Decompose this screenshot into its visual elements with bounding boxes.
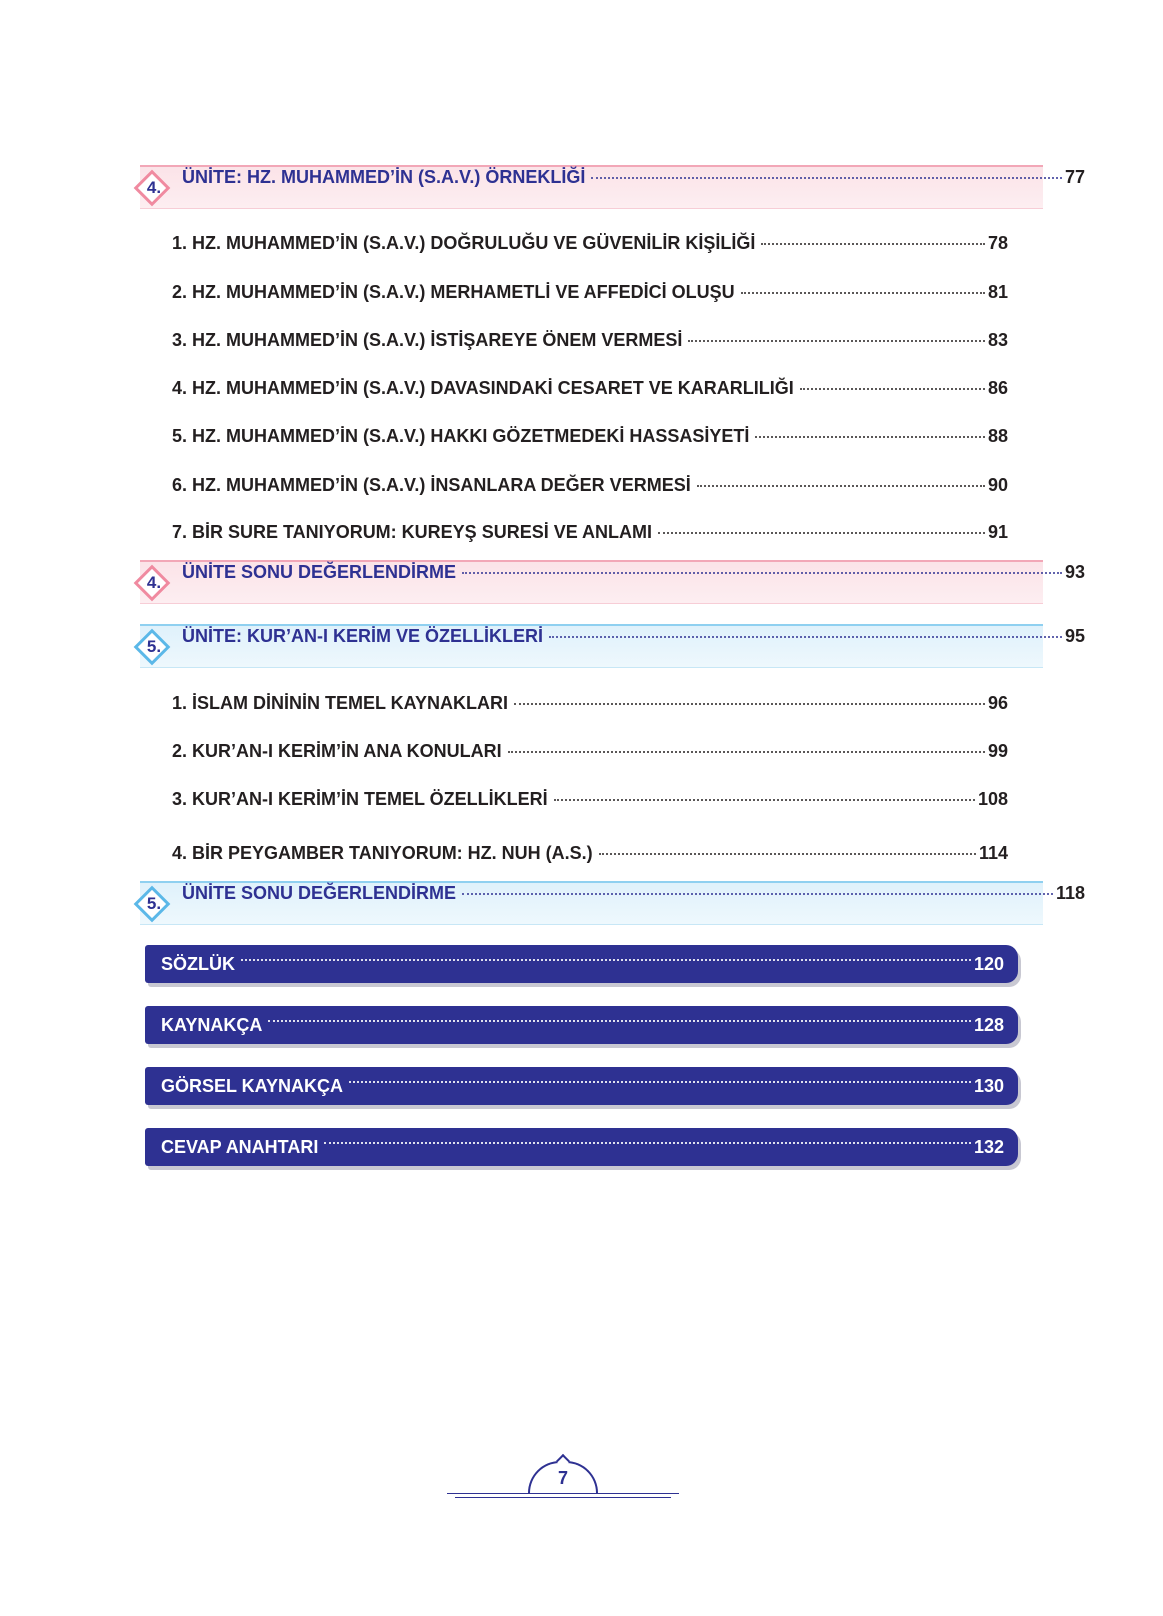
appendix-bibliography[interactable] — [145, 1006, 1018, 1044]
appendix-answer-key[interactable] — [145, 1128, 1018, 1166]
dot-leader — [514, 703, 985, 705]
toc-entry[interactable] — [172, 522, 1008, 543]
unit-title-row — [182, 562, 1085, 603]
unit-4-assessment[interactable] — [140, 560, 1085, 604]
dot-leader — [268, 1020, 971, 1022]
dot-leader — [554, 799, 975, 801]
page-number: 132 — [973, 1136, 1004, 1157]
page-number: 77 — [1064, 167, 1085, 187]
page-number: 128 — [973, 1014, 1004, 1035]
unit-5-assessment[interactable] — [140, 881, 1085, 925]
dot-leader — [658, 532, 985, 534]
appendix-glossary[interactable] — [145, 945, 1018, 983]
unit-number: 4. — [146, 572, 162, 592]
dot-leader — [462, 572, 1062, 574]
unit-number-badge — [134, 170, 170, 206]
dot-leader — [697, 485, 985, 487]
unit-number-badge — [134, 565, 170, 601]
unit-title-row — [182, 626, 1085, 667]
page-number: 91 — [987, 522, 1008, 542]
appendix-title: SÖZLÜK — [161, 953, 235, 974]
dot-leader — [761, 243, 985, 245]
page-number: 90 — [987, 475, 1008, 495]
entry-title: 1. HZ. MUHAMMED’İN (S.A.V.) DOĞRULUĞU VE GÜVENİLİR KİŞİLİĞİ — [172, 233, 756, 253]
entry-title: 4. HZ. MUHAMMED’İN (S.A.V.) DAVASINDAKİ CESARET VE KARARLILIĞI — [172, 378, 794, 398]
dot-leader — [349, 1081, 971, 1083]
dot-leader — [741, 292, 985, 294]
unit-4-header[interactable] — [140, 165, 1085, 209]
toc-entry[interactable] — [172, 475, 1008, 496]
page-number: 96 — [987, 693, 1008, 713]
toc-entry[interactable] — [172, 693, 1008, 714]
page-number: 118 — [1055, 883, 1085, 903]
appendix-visual-bibliography[interactable] — [145, 1067, 1018, 1105]
entry-title: 2. HZ. MUHAMMED’İN (S.A.V.) MERHAMETLİ VE AFFEDİCİ OLUŞU — [172, 282, 735, 302]
toc-entry[interactable] — [172, 233, 1008, 254]
entry-title: 7. BİR SURE TANIYORUM: KUREYŞ SURESİ VE ANLAMI — [172, 522, 653, 542]
toc-entry[interactable] — [172, 378, 1008, 399]
unit-title-row — [182, 167, 1085, 208]
unit-title: ÜNİTE SONU DEĞERLENDİRME — [182, 883, 457, 903]
page-number: 86 — [987, 378, 1008, 398]
page-number: 93 — [1064, 562, 1085, 582]
dot-leader — [324, 1142, 971, 1144]
unit-title: ÜNİTE SONU DEĞERLENDİRME — [182, 562, 457, 582]
entry-title: 2. KUR’AN-I KERİM’İN ANA KONULARI — [172, 741, 502, 761]
dot-leader — [549, 636, 1062, 638]
dot-leader — [508, 751, 985, 753]
dot-leader — [688, 340, 985, 342]
footer-rule — [447, 1493, 679, 1494]
page-number: 78 — [987, 233, 1008, 253]
page-number-tab: 7 — [528, 1461, 598, 1493]
unit-title: ÜNİTE: KUR’AN-I KERİM VE ÖZELLİKLERİ — [182, 626, 543, 646]
page-number: 130 — [973, 1075, 1004, 1096]
entry-title: 1. İSLAM DİNİNİN TEMEL KAYNAKLARI — [172, 693, 509, 713]
entry-title: 3. HZ. MUHAMMED’İN (S.A.V.) İSTİŞAREYE ÖNEM VERMESİ — [172, 330, 683, 350]
page-number: 99 — [987, 741, 1008, 761]
dot-leader — [462, 893, 1053, 895]
page-number: 83 — [987, 330, 1008, 350]
page-number: 120 — [973, 953, 1004, 974]
dot-leader — [755, 436, 985, 438]
appendix-title: KAYNAKÇA — [161, 1014, 263, 1035]
entry-title: 3. KUR’AN-I KERİM’İN TEMEL ÖZELLİKLERİ — [172, 789, 548, 809]
unit-number: 4. — [146, 177, 162, 197]
toc-entry[interactable] — [172, 330, 1008, 351]
appendix-title: GÖRSEL KAYNAKÇA — [161, 1075, 344, 1096]
unit-title-row — [182, 883, 1085, 924]
dot-leader — [591, 177, 1062, 179]
unit-number-badge — [134, 886, 170, 922]
dot-leader — [599, 853, 976, 855]
entry-title: 6. HZ. MUHAMMED’İN (S.A.V.) İNSANLARA DEĞER VERMESİ — [172, 475, 691, 495]
page-number: 95 — [1064, 626, 1085, 646]
entry-title: 4. BİR PEYGAMBER TANIYORUM: HZ. NUH (A.S.) — [172, 843, 593, 863]
entry-title: 5. HZ. MUHAMMED’İN (S.A.V.) HAKKI GÖZETMEDEKİ HASSASİYETİ — [172, 426, 750, 446]
unit-title: ÜNİTE: HZ. MUHAMMED’İN (S.A.V.) ÖRNEKLİĞİ — [182, 167, 586, 187]
unit-number-badge — [134, 629, 170, 665]
page-number: 114 — [978, 843, 1008, 863]
toc-entry[interactable] — [172, 426, 1008, 447]
appendix-title: CEVAP ANAHTARI — [161, 1136, 319, 1157]
page-number: 81 — [987, 282, 1008, 302]
footer-rule — [455, 1497, 671, 1498]
toc-entry[interactable] — [172, 741, 1008, 762]
dot-leader — [241, 959, 971, 961]
unit-number: 5. — [146, 636, 162, 656]
toc-entry[interactable] — [172, 282, 1008, 303]
toc-entry[interactable] — [172, 843, 1008, 864]
page-number: 108 — [977, 789, 1008, 809]
dot-leader — [800, 388, 985, 390]
unit-number: 5. — [146, 893, 162, 913]
toc-entry[interactable] — [172, 789, 1008, 810]
page-number: 88 — [987, 426, 1008, 446]
unit-5-header[interactable] — [140, 624, 1085, 668]
